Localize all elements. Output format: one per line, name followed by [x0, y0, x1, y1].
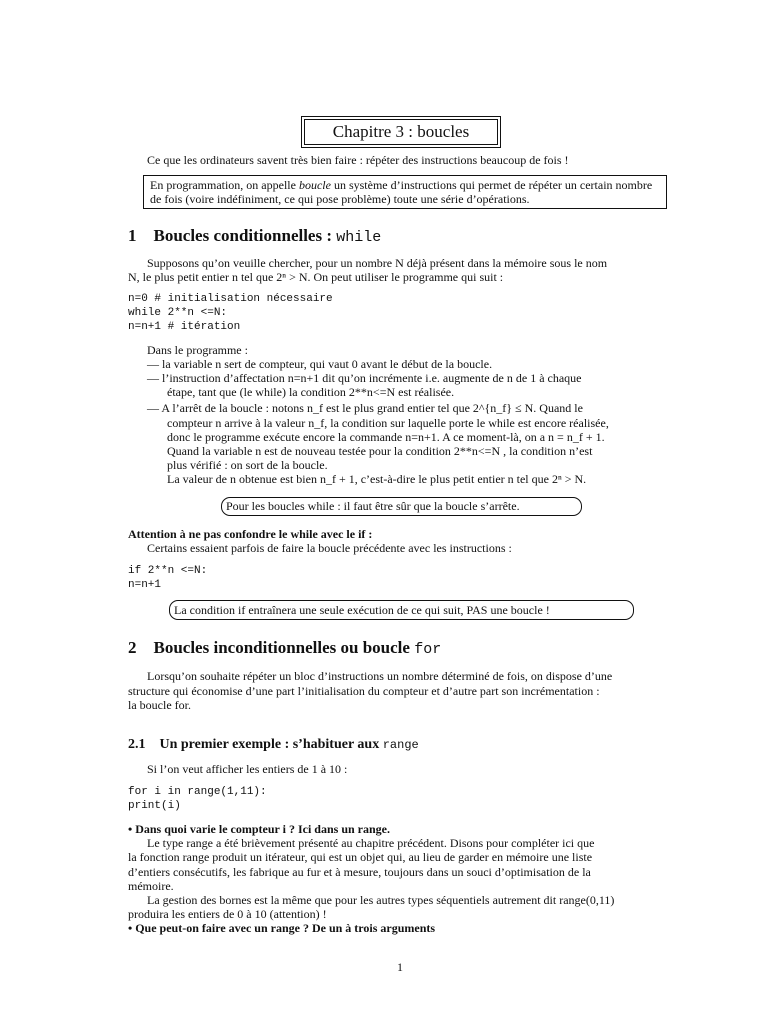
program-intro: Dans le programme :	[147, 343, 248, 357]
definition-part1: En programmation, on appelle	[150, 178, 299, 192]
subsection21-number: 2.1	[128, 737, 146, 752]
section1-heading	[128, 226, 381, 248]
bullet-line: étape, tant que (le while) la condition 2**n<=N est réalisée.	[167, 385, 455, 399]
section1-number: 1	[128, 226, 137, 245]
bullet-line: — la variable n sert de compteur, qui vaut 0 avant le début de la boucle.	[147, 357, 493, 371]
subsection21-title: Un premier exemple : s’habituer aux	[159, 737, 383, 752]
subsection21-title-code: range	[382, 738, 419, 752]
section1-title-code: while	[336, 229, 382, 246]
subsection21-p1: Si l’on veut afficher les entiers de 1 à 10 :	[147, 762, 348, 776]
warning-title: Attention à ne pas confondre le while avec le if :	[128, 527, 373, 541]
q1-line: Le type range a été brièvement présenté au chapitre précédent. Disons pour compléter ici que	[147, 836, 595, 850]
note-while-box: Pour les boucles while : il faut être sûr que la boucle s’arrête.	[221, 497, 582, 516]
intro-text: Ce que les ordinateurs savent très bien faire : répéter des instructions beaucoup de fois !	[147, 153, 569, 167]
question-2: • Que peut-on faire avec un range ? De un à trois arguments	[128, 921, 436, 935]
q1-line: La gestion des bornes est la même que pour les autres types séquentiels autrement dit range(0,11)	[147, 893, 615, 907]
bullet-line: — l’instruction d’affectation n=n+1 dit qu’on incrémente i.e. augmente de n de 1 à chaque	[147, 371, 582, 385]
bullet-line: — A l’arrêt de la boucle : notons n_f est le plus grand entier tel que 2^{n_f} ≤ N. Quand le	[147, 401, 583, 415]
bullet-line: Quand la variable n est de nouveau testée pour la condition 2**n<=N , la condition n’est	[167, 444, 593, 458]
section1-p1-line1: Supposons qu’on veuille chercher, pour un nombre N déjà présent dans la mémoire sous le nom	[147, 256, 608, 270]
bullet-line: plus vérifié : on sort de la boucle.	[167, 458, 328, 472]
warning-text: Certains essaient parfois de faire la boucle précédente avec les instructions :	[147, 541, 512, 555]
code-line: n=n+1 # itération	[128, 321, 241, 333]
definition-part2: un système d’instructions qui permet de répéter un certain nombre de fois (voire indéfiniment, ce qui pose problème) toute une série d’opérations.	[150, 178, 653, 206]
q1-line: la fonction range produit un itérateur, qui est un objet qui, au lieu de garder en mémoire une liste	[128, 850, 593, 864]
note-if-box: La condition if entraînera une seule exécution de ce qui suit, PAS une boucle !	[169, 600, 634, 620]
q1-line: d’entiers consécutifs, les fabrique au fur et à mesure, toujours dans un souci d’optimisation de la	[128, 865, 591, 879]
code-line: n=n+1	[128, 579, 162, 591]
section2-line: structure qui économise d’une part l’initialisation du compteur et d’autre part son incrémentation :	[128, 684, 600, 698]
section1-p1-line2: N, le plus petit entier n tel que 2ⁿ > N. On peut utiliser le programme qui suit :	[128, 270, 504, 284]
code-line: n=0 # initialisation nécessaire	[128, 293, 333, 305]
section2-line: la boucle for.	[128, 698, 191, 712]
code-line: if 2**n <=N:	[128, 565, 208, 577]
page-number: 1	[397, 960, 403, 974]
section2-title-code: for	[414, 641, 442, 658]
bullet-line: compteur n arrive à la valeur n_f, la condition sur laquelle porte le while est encore réalisée,	[167, 416, 609, 430]
subsection21-heading	[128, 736, 419, 754]
code-line: print(i)	[128, 800, 181, 812]
question-1: • Dans quoi varie le compteur i ? Ici dans un range.	[128, 822, 390, 836]
section2-heading	[128, 638, 441, 660]
q1-line: mémoire.	[128, 879, 174, 893]
definition-term: boucle	[298, 178, 331, 192]
q1-line: produira les entiers de 0 à 10 (attention) !	[128, 907, 327, 921]
bullet-line: donc le programme exécute encore la commande n=n+1. A ce moment-là, on a n = n_f + 1.	[167, 430, 605, 444]
code-line: for i in range(1,11):	[128, 786, 267, 798]
bullet-line: La valeur de n obtenue est bien n_f + 1, c’est-à-dire le plus petit entier n tel que 2ⁿ > N.	[167, 472, 587, 486]
definition-box	[143, 175, 667, 209]
section1-title: Boucles conditionnelles :	[153, 226, 337, 245]
section2-title: Boucles inconditionnelles ou boucle	[153, 638, 415, 657]
chapter-title: Chapitre 3 : boucles	[304, 119, 498, 145]
code-line: while 2**n <=N:	[128, 307, 228, 319]
section2-number: 2	[128, 638, 137, 657]
section2-line: Lorsqu’on souhaite répéter un bloc d’instructions un nombre déterminé de fois, on dispose d’une	[147, 669, 613, 683]
